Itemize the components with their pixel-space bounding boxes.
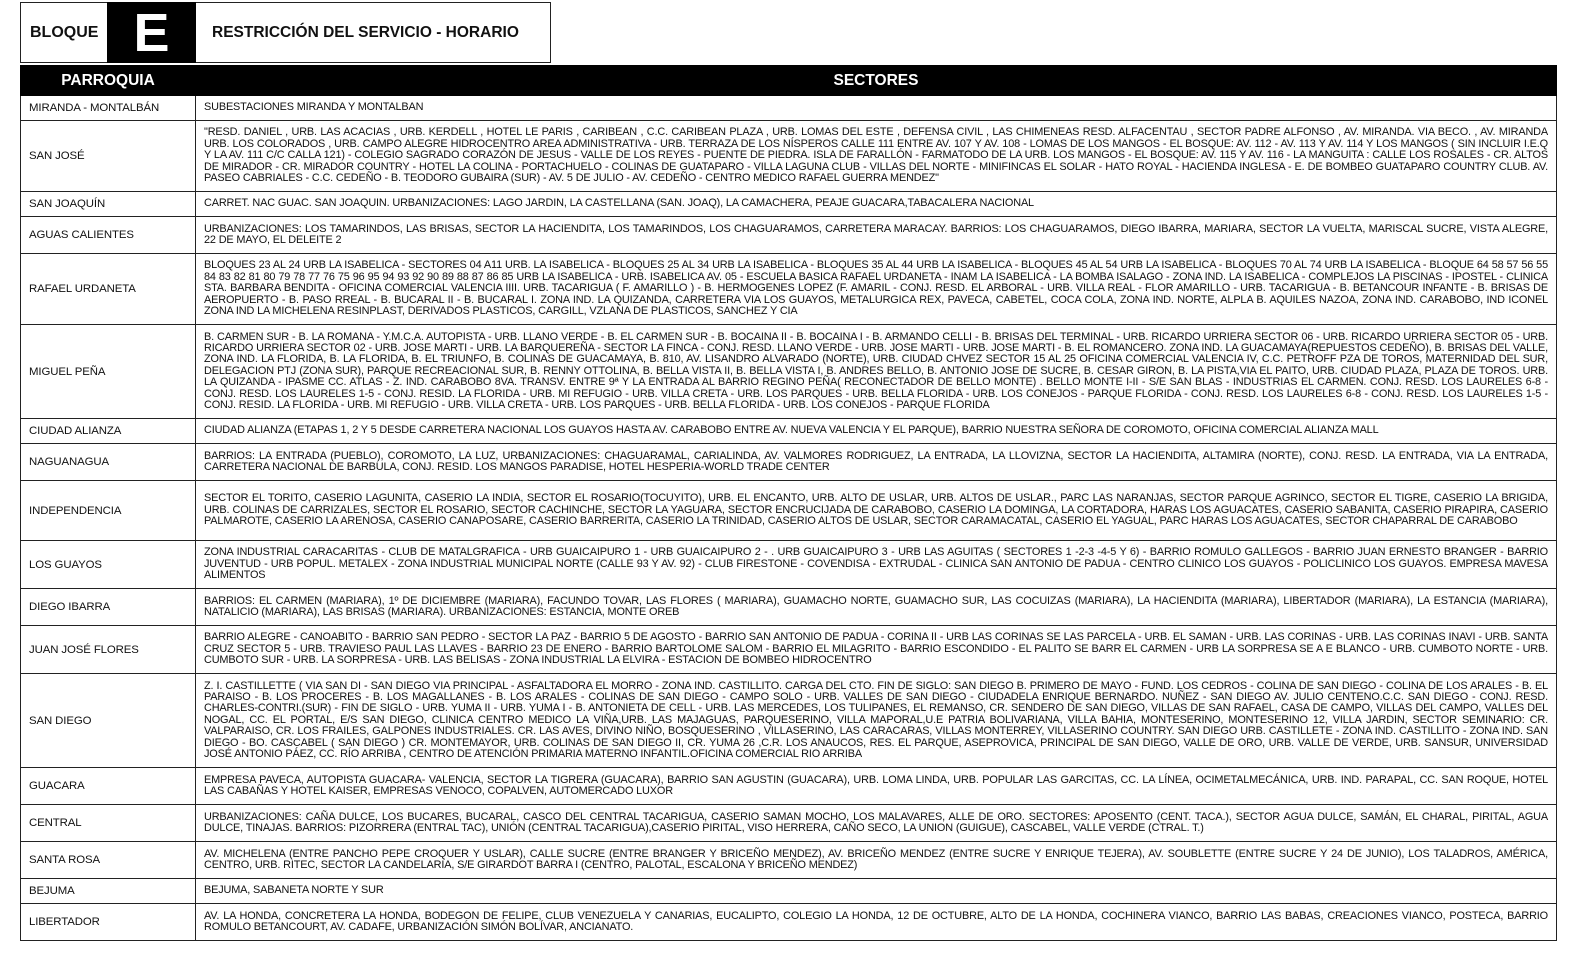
bloque-letter: E <box>107 2 196 63</box>
table-row <box>21 325 1557 419</box>
sectores-cell: "RESD. DANIEL , URB. LAS ACACIAS , URB. KERDELL , HOTEL LE PARIS , CARIBEAN , C.C. CARIBEAN PLAZA , URB. LOMAS DEL ESTE , DEFENSA CIVIL , LAS CHIMENEAS RESD. ALFACENTAU , SECTOR PADRE ALFONSO , AV. MIRANDA. VIA BECO. , AV. MIRANDA URB. LOS COLORADOS , URB. CAMPO ALEGRE HIDROCENTRO AREA ADMINISTRATIVA - URB. TERRAZA DE LOS NÍSPEROS CALLE 111 ENTRE AV. 107 Y AV. 108 - LOMAS DE LOS MANGOS - EL BOSQUE: AV. 112 - AV. 113 Y AV. 114 Y LOS MANGOS ( SIN INCLUIR I.E.Q Y LA AV. 111 C/C CALLA 121) - COLEGIO SAGRADO CORAZÓN DE JESUS - VALLE DE LOS REYES - PUENTE DE PIEDRA. ISLA DE FARALLÓN - FARMATODO DE LA URB. LOS MANGOS - EL BOSQUE: AV. 115 Y AV. 116 - LA MANGUITA : CALLE LOS ROSALES - CR. ALTOS DE MIRADOR - CR. MIRADOR COUNTRY - HOTEL LA COLINA - PORTACHUELO - COLINAS DE GUATAPARO - VILLA LAGUNA CLUB - VILLAS DEL NORTE - MINIFINCAS EL SOLAR - HATO ROYAL - HACIENDA INGLESA - E. DE BOMBEO GUATAPARO COUNTRY CLUB. AV. PASEO CABRIALES - C.C. CEDEÑO - B. TEODORO GUBAIRA (SUR) - AV. 5 DE JULIO - AV. CEDEÑO - CENTRO MEDICO RAFAEL GUERRA MENDEZ" <box>196 121 1557 192</box>
parroquia-cell: NAGUANAGUA <box>21 444 196 481</box>
table-row <box>21 674 1557 768</box>
parroquia-cell: AGUAS CALIENTES <box>21 217 196 254</box>
sheet-header <box>20 2 1556 65</box>
sectores-cell: Z. I. CASTILLETTE ( VIA SAN DI - SAN DIEGO VIA PRINCIPAL - ASFALTADORA EL MORRO - ZONA IND. CASTILLITO. CARGA DEL CTO. FIN DE SIGLO: SAN DIEGO B. PRIMERO DE MAYO - FUND. LOS CEDROS - COLINA DE SAN DIEGO - COLINA DE LOS ARALES - B. EL PARAISO - B. LOS PROCERES - B. LOS MAGALLANES - B. LOS ARALES - COLINAS DE SAN DIEGO - CAMPO SOLO - URB. VALLES DE SAN DIEGO - CIUDADELA ENRIQUE BERNARDO. NUÑEZ - SAN DIEGO AV. JULIO CENTENO.C.C. SAN DIEGO - CONJ. RESD. CHARLES-CONTRI.(SUR) - FIN DE SIGLO - URB. YUMA II - URB. YUMA I - B. ANTONIETA DE CELL - URB. LAS MERCEDES, LOS TULIPANES, EL REMANSO, CR. SENDERO DE SAN DIEGO, VILLAS DE SAN RAFAEL, CASA DE CAMPO, VILLAS DEL CAMPO, VALLES DEL NOGAL, CC. EL PORTAL, E/S SAN DIEGO, CLINICA CENTRO MEDICO LA VIÑA,URB. LAS MAJAGUAS, PARQUESERINO, VILLA MAPORAL,U.E PATRIA BOLIVARIANA, VILLA BAHIA, MONTESERINO, MONTESERINO 12, VILLA JARDIN, SECTOR SEMINARIO: CR. VALPARAISO, CR. LOS FRAILES, GALPONES INDUSTRIALES. CR. LAS AVES, DIVINO NIÑO, BOSQUESERINO , VILLASERINO, LAS CARACARAS, VILLAS MONTERREY, VILLASERINO COUNTRY. SAN DIEGO URB. CASTILLETE - ZONA IND. CASTILLITO - ZONA IND. SAN DIEGO - BO. CASCABEL ( SAN DIEGO ) CR. MONTEMAYOR, URB. COLINAS DE SAN DIEGO II, CR. YUMA 26 ,C.R. LOS ANAUCOS, RES. EL PARQUE, ASEPROVICA, PRINCIPAL DE SAN DIEGO, VALLE DE ORO, URB. VALLE DE VERDE, URB. SANSUR, UNIVERSIDAD JOSÉ ANTONIO PÁEZ, CC. RÍO ARRIBA , CENTRO DE ATENCIÓN PRIMARIA MATERNO INFANTIL.OFICINA COMERCIAL RIO ARRIBA <box>196 674 1557 768</box>
table-row <box>21 541 1557 589</box>
parroquia-cell: MIGUEL PEÑA <box>21 325 196 419</box>
parroquia-cell: SAN JOAQUÍN <box>21 192 196 217</box>
table-row <box>21 96 1557 121</box>
table-row <box>21 217 1557 254</box>
table-header-row <box>21 66 1557 96</box>
table-row <box>21 626 1557 674</box>
table-row <box>21 589 1557 626</box>
parroquia-cell: JUAN JOSÉ FLORES <box>21 626 196 674</box>
sectores-cell: BLOQUES 23 AL 24 URB LA ISABELICA - SECTORES 04 A11 URB. LA ISABELICA - BLOQUES 25 AL 34 URB LA ISABELICA - BLOQUES 35 AL 44 URB LA ISABELICA - BLOQUES 45 AL 54 URB LA ISABELICA - BLOQUES 70 AL 74 URB LA ISABELICA - BLOQUE 64 58 57 56 55 84 83 82 81 80 79 78 77 76 75 96 95 94 93 92 90 89 88 87 86 85 URB LA ISABELICA - URB. ISABELICA AV. 05 - ESCUELA BASICA RAFAEL URDANETA - INAM LA ISABELICA - LA BOMBA ISALAGO - ZONA IND. LA ISABELICA - COMPLEJOS LA PISCINAS - IPOSTEL - CLINICA STA. BARBARA BENDITA - OFICINA COMERCIAL VALENCIA IIII. URB. TACARIGUA ( F. AMARILLO ) - B. HERMOGENES LOPEZ (F. AMARIL - CONJ. RESD. EL ARBORAL - URB. VILLA REAL - FLOR AMARILLO - URB. TACARIGUA - B. BETANCOUR INFANTE - B. BRISAS DE AEROPUERTO - B. PASO RREAL - B. BUCARAL II - B. BUCARAL I. ZONA IND. LA QUIZANDA, CARRETERA VIA LOS GUAYOS, METALURGICA REX, PAVECA, CABETEL, COCA COLA, ZONA IND. NORTE, ALPLA B. AQUILES NAZOA, ZONA IND. CARABOBO, IND ICONEL ZONA IND LA MICHELENA RESINPLAST, DERIVADOS PLASTICOS, CARGILL, VZLANA DE PLASTICOS, SANCHEZ Y CIA <box>196 254 1557 325</box>
parroquia-cell: CIUDAD ALIANZA <box>21 419 196 444</box>
table-row <box>21 192 1557 217</box>
sectores-cell: SUBESTACIONES MIRANDA Y MONTALBAN <box>196 96 1557 121</box>
table-row <box>21 842 1557 879</box>
parroquia-cell: SAN JOSÉ <box>21 121 196 192</box>
sectores-cell: CIUDAD ALIANZA (ETAPAS 1, 2 Y 5 DESDE CARRETERA NACIONAL LOS GUAYOS HASTA AV. CARABOBO ENTRE AV. NUEVA VALENCIA Y EL PARQUE), BARRIO NUESTRA SEÑORA DE COROMOTO, OFICINA COMERCIAL ALIANZA MALL <box>196 419 1557 444</box>
table-row <box>21 481 1557 541</box>
table-row <box>21 444 1557 481</box>
sectores-cell: BARRIO ALEGRE - CANOABITO - BARRIO SAN PEDRO - SECTOR LA PAZ - BARRIO 5 DE AGOSTO - BARRIO SAN ANTONIO DE PADUA - CORINA II - URB LAS CORINAS SE LAS PARCELA - URB. EL SAMAN - URB. LAS CORINAS - URB. LAS CORINAS INAVI - URB. SANTA CRUZ SECTOR 5 - URB. TRAVIESO PAUL LAS LLAVES - BARRIO 23 DE ENERO - BARRIO BARTOLOME SALOM - BARRIO EL MILAGRITO - BARRIO ESCONDIDO - EL PALITO SE BARR EL CARMEN - URB LA SORPRESA SE A E BLANCO - URB. CUMBOTO NORTE - URB. CUMBOTO SUR - URB. LA SORPRESA - URB. LAS BELISAS - ZONA INDUSTRIAL LA ELVIRA - ESTACION DE BOMBEO HIDROCENTRO <box>196 626 1557 674</box>
parroquia-cell: SAN DIEGO <box>21 674 196 768</box>
column-header-parroquia: PARROQUIA <box>21 66 196 96</box>
restriction-sheet <box>20 2 1556 933</box>
sectors-table <box>20 65 1557 941</box>
parroquia-cell: INDEPENDENCIA <box>21 481 196 541</box>
table-row <box>21 254 1557 325</box>
parroquia-cell: LOS GUAYOS <box>21 541 196 589</box>
sectores-cell: BARRIOS: EL CARMEN (MARIARA), 1º DE DICIEMBRE (MARIARA), FACUNDO TOVAR, LAS FLORES ( MARIARA), GUAMACHO NORTE, GUAMACHO SUR, LAS COCUIZAS (MARIARA), LA HACIENDITA (MARIARA), LIBERTADOR (MARIARA), LA ESTANCIA (MARIARA), NATALICIO (MARIARA), LAS BRISAS (MARIARA). URBANIZACIONES: ESTANCIA, MONTE OREB <box>196 589 1557 626</box>
sectores-cell: AV. MICHELENA (ENTRE PANCHO PEPE CROQUER Y USLAR), CALLE SUCRE (ENTRE BRANGER Y BRICEÑO MENDEZ), AV. BRICEÑO MENDEZ (ENTRE SUCRE Y ENRIQUE TEJERA), AV. SOUBLETTE (ENTRE SUCRE Y 24 DE JUNIO), LOS TALADROS, AMÉRICA, CENTRO, URB. RITEC, SECTOR LA CANDELARIA, S/E GIRARDOT BARRA I (CENTRO, PALOTAL, ESCALONA Y BRICEÑO MENDEZ) <box>196 842 1557 879</box>
parroquia-cell: GUACARA <box>21 768 196 805</box>
parroquia-cell: MIRANDA - MONTALBÁN <box>21 96 196 121</box>
sectores-cell: ZONA INDUSTRIAL CARACARITAS - CLUB DE MATALGRAFICA - URB GUAICAIPURO 1 - URB GUAICAIPURO 2 - . URB GUAICAIPURO 3 - URB LAS AGUITAS ( SECTORES 1 -2-3 -4-5 Y 6) - BARRIO ROMULO GALLEGOS - BARRIO JUAN ERNESTO BRANGER - BARRIO JUVENTUD - URB POPUL. METALEX - ZONA INDUSTRIAL MUNICIPAL NORTE (CALLE 93 Y AV. 92) - CLUB FIRESTONE - COVENDISA - EXTRUDAL - CLINICA SAN ANTONIO DE PADUA - CENTRO CLINICO LOS GUAYOS - POLICLINICO LOS GUAYOS. EMPRESA MAVESA ALIMENTOS <box>196 541 1557 589</box>
bloque-label: BLOQUE <box>20 2 128 63</box>
column-header-sectores: SECTORES <box>196 66 1557 96</box>
sectores-cell: B. CARMEN SUR - B. LA ROMANA - Y.M.C.A. AUTOPISTA - URB. LLANO VERDE - B. EL CARMEN SUR - B. BOCAINA II - B. BOCAINA I - B. ARMANDO CELLI - B. BRISAS DEL TERMINAL - URB. RICARDO URRIERA SECTOR 06 - URB. RICARDO URRIERA SECTOR 05 - URB. RICARDO URRIERA SECTOR 02 - URB. JOSE MARTI - URB. LA BARQUEREÑA - SECTOR LA FINCA - CONJ. RESD. LLANO VERDE - URB. JOSE MARTI - URB. JOSE MARTI - B. EL ROMANCERO. ZONA IND. LA GUACAMAYA(REPUESTOS CEDEÑO), B. BRISAS DEL VALLE, ZONA IND. LA FLORIDA, B. LA FLORIDA, B. EL TRIUNFO, B. COLINAS DE GUACAMAYA, B. 810, AV. LISANDRO ALVARADO (NORTE), URB. CIUDAD CHVEZ SECTOR 15 AL 25 OFICINA COMERCIAL VALENCIA IV, C.C. PETROFF PZA DE TOROS, MATERNIDAD DEL SUR, DELEGACION PTJ (ZONA SUR), PARQUE RECREACIONAL SUR, B. RENNY OTTOLINA, B. BELLA VISTA II, B. BELLA VISTA I, B. ANDRES BELLO, B. ANTONIO JOSE DE SUCRE, B. CESAR GIRON, B. LA PISTA,VIA EL PAITO, URB. CIUDAD PLAZA, PLAZA DE TOROS. URB. LA QUIZANDA - IPASME CC. ATLAS - Z. IND. CARABOBO 8VA. TRANSV. ENTRE 9ª Y LA ENTRADA AL BARRIO REGINO PEÑA( RECONECTADOR DE BELLO MONTE) . BELLO MONTE I-II - S/E SAN BLAS - INDUSTRIAS EL CARMEN. CONJ. RESD. LOS LAURELES 6-8 - CONJ. RESD. LOS LAURELES 1-5 - CONJ. RESID. LA FLORIDA - URB. MI REFUGIO - URB. VILLA CRETA - URB. LOS PARQUES - URB. BELLA FLORIDA - URB. LOS CONEJOS - PARQUE FLORIDA - CONJ. RESD. LOS LAURELES 6-8 - CONJ. RESD. LOS LAURELES 1-5 - CONJ. RESID. LA FLORIDA - URB. MI REFUGIO - URB. VILLA CRETA - URB. LOS PARQUES - URB. BELLA FLORIDA - URB. LOS CONEJOS - PARQUE FLORIDA <box>196 325 1557 419</box>
table-row <box>21 805 1557 842</box>
sectores-cell: AV. LA HONDA, CONCRETERA LA HONDA, BODEGON DE FELIPE, CLUB VENEZUELA Y CANARIAS, EUCALIPTO, COLEGIO LA HONDA, 12 DE OCTUBRE, ALTO DE LA HONDA, COCHINERA VIANCO, BARRIO LAS BABAS, CREACIONES VIANCO, POSTECA, BARRIO ROMULO BETANCOURT, AV. CADAFE, URBANIZACIÓN SIMÓN BOLÍVAR, ANCIANATO. <box>196 904 1557 941</box>
parroquia-cell: SANTA ROSA <box>21 842 196 879</box>
parroquia-cell: RAFAEL URDANETA <box>21 254 196 325</box>
parroquia-cell: LIBERTADOR <box>21 904 196 941</box>
sectores-cell: SECTOR EL TORITO, CASERIO LAGUNITA, CASERIO LA INDIA, SECTOR EL ROSARIO(TOCUYITO), URB. EL ENCANTO, URB. ALTO DE USLAR, URB. ALTOS DE USLAR., PARC LAS NARANJAS, SECTOR PARQUE AGRINCO, SECTOR EL TIGRE, CASERIO LA BRIGIDA, URB. COLINAS DE CARRIZALES, SECTOR EL ROSARIO, SECTOR CACHINCHE, SECTOR LA YAGUARA, SECTOR ENCRUCIJADA DE CARABOBO, CASERIO LA DOMINGA, LA CORTADORA, HARAS LOS AGUACATES, CASERIO SABANITA, CASERIO PIRAPIRA, CASERIO PALMAROTE, CASERIO LA ARENOSA, CASERIO CANAPOSARE, CASERIO BARRERITA, CASERIO LA TRINIDAD, CASERIO ALTOS DE USLAR, SECTOR CARAMACATAL, CASERIO EL YAGUAL, PARC HARAS LOS AGUACATES, SECTOR CHAPARRAL DE CARABOBO <box>196 481 1557 541</box>
sectores-cell: URBANIZACIONES: LOS TAMARINDOS, LAS BRISAS, SECTOR LA HACIENDITA, LOS TAMARINDOS, LOS CHAGUARAMOS, CARRETERA MARACAY. BARRIOS: LOS CHAGUARAMOS, DIEGO IBARRA, MARIARA, SECTOR LA VUELTA, MARISCAL SUCRE, VISTA ALEGRE, 22 DE MAYO, EL DELEITE 2 <box>196 217 1557 254</box>
table-row <box>21 904 1557 941</box>
sectores-cell: URBANIZACIONES: CAÑA DULCE, LOS BUCARES, BUCARAL, CASCO DEL CENTRAL TACARIGUA, CASERIO SAMAN MOCHO, LOS MALAVARES, ALLE DE ORO. SECTORES: APOSENTO (CENT. TACA.), SECTOR AGUA DULCE, SAMÁN, EL CHARAL, PIRITAL, AGUA DULCE, TINAJAS. BARRIOS: PIZORRERA (ENTRAL TAC), UNIÓN (CENTRAL TACARIGUA),CASERIO PIRITAL, VISO HERRERA, CAÑO SECO, LA UNION (GUIGUE), CASCABEL, VALLE VERDE (CTRAL. T.) <box>196 805 1557 842</box>
page-title: RESTRICCIÓN DEL SERVICIO - HORARIO <box>196 2 551 63</box>
parroquia-cell: DIEGO IBARRA <box>21 589 196 626</box>
table-row <box>21 419 1557 444</box>
sectores-cell: CARRET. NAC GUAC. SAN JOAQUIN. URBANIZACIONES: LAGO JARDIN, LA CASTELLANA (SAN. JOAQ), LA CAMACHERA, PEAJE GUACARA,TABACALERA NACIONAL <box>196 192 1557 217</box>
sectores-cell: BEJUMA, SABANETA NORTE Y SUR <box>196 879 1557 904</box>
table-row <box>21 121 1557 192</box>
sectores-cell: BARRIOS: LA ENTRADA (PUEBLO), COROMOTO, LA LUZ, URBANIZACIONES: CHAGUARAMAL, CARIALINDA, AV. VALMORES RODRIGUEZ, LA ENTRADA, LA LLOVIZNA, SECTOR LA HACIENDITA, ALTAMIRA (NORTE), CONJ. RESD. LA ENTRADA, VIA LA ENTRADA, CARRETERA NACIONAL DE BARBULA, CONJ. RESID. LOS MANGOS PARADISE, HOTEL HESPERIA-WORLD TRADE CENTER <box>196 444 1557 481</box>
parroquia-cell: CENTRAL <box>21 805 196 842</box>
parroquia-cell: BEJUMA <box>21 879 196 904</box>
table-row <box>21 879 1557 904</box>
sectores-cell: EMPRESA PAVECA, AUTOPISTA GUACARA- VALENCIA, SECTOR LA TIGRERA (GUACARA), BARRIO SAN AGUSTIN (GUACARA), URB. LOMA LINDA, URB. POPULAR LAS GARCITAS, CC. LA LÍNEA, OCIMETALMECÁNICA, URB. IND. PARAPAL, CC. SAN ROQUE, HOTEL LAS CABAÑAS Y HOTEL KAISER, EMPRESAS VENOCO, COPALVEN, AUTOMERCADO LUXOR <box>196 768 1557 805</box>
table-row <box>21 768 1557 805</box>
